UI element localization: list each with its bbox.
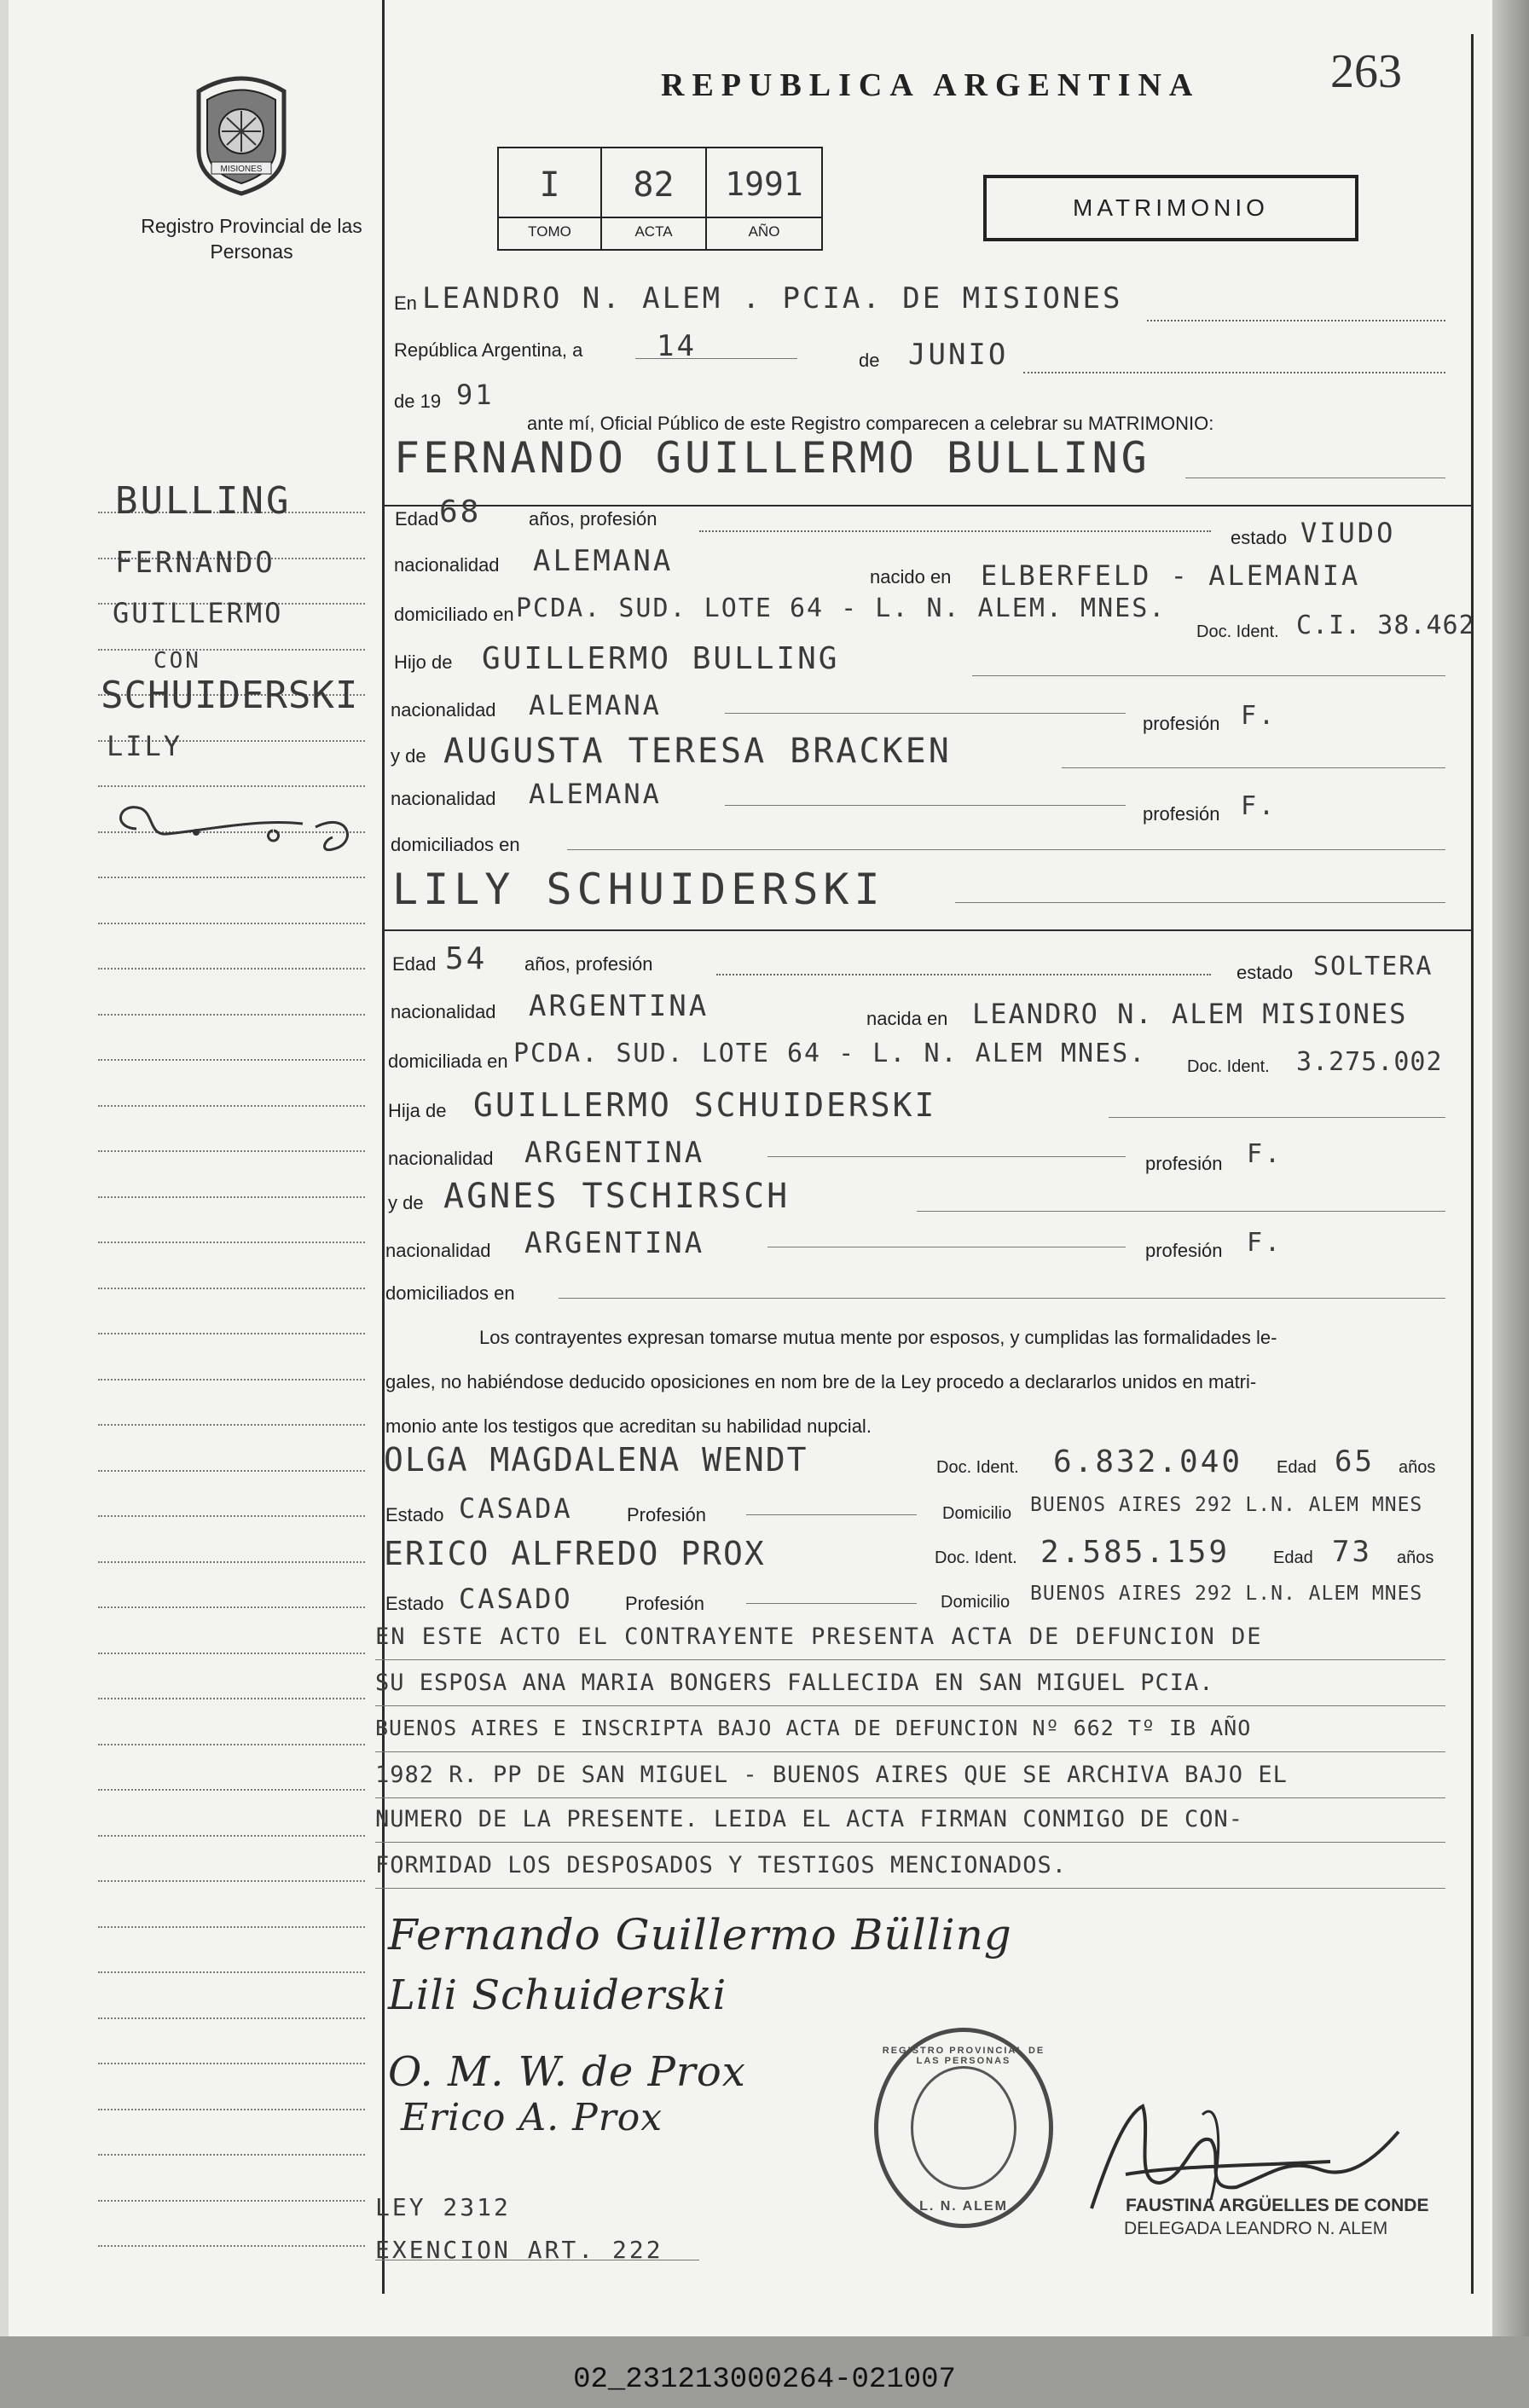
bride-mother-label: y de — [388, 1192, 424, 1213]
signature-witness-1: O. M. W. de Prox — [388, 2048, 746, 2096]
witness-1-domicile: BUENOS AIRES 292 L.N. ALEM MNES — [1030, 1494, 1423, 1516]
margin-index-line — [98, 1515, 365, 1517]
witness-1-edad-label: Edad — [1277, 1458, 1317, 1477]
margin-index-line — [98, 1880, 365, 1882]
signature-witness-2: Erico A. Prox — [401, 2096, 663, 2139]
groom-parents-dom-label: domiciliados en — [391, 834, 520, 855]
groom-dom-label: domiciliado en — [394, 604, 514, 625]
scan-id: 02_231213000264-021007 — [573, 2364, 956, 2396]
witness-2-doc: 2.585.159 — [1040, 1535, 1231, 1570]
bride-mother: AGNES TSCHIRSCH — [443, 1177, 791, 1216]
bride-estado: SOLTERA — [1313, 952, 1433, 981]
bride-dom-label: domiciliada en — [388, 1051, 508, 1072]
bride-mother-nac-label: nacionalidad — [385, 1240, 491, 1261]
note-line-3: BUENOS AIRES E INSCRIPTA BAJO ACTA DE DEFUNCION Nº 662 Tº IB AÑO — [375, 1716, 1252, 1740]
groom-father: GUILLERMO BULLING — [482, 641, 840, 676]
margin-index-line — [98, 1744, 365, 1745]
marriage-place: LEANDRO N. ALEM . PCIA. DE MISIONES — [422, 281, 1123, 315]
bride-doc: 3.275.002 — [1296, 1047, 1443, 1077]
groom-father-prof-label: profesión — [1143, 713, 1220, 734]
official-name: FAUSTINA ARGÜELLES DE CONDE — [1126, 2196, 1429, 2215]
witness-2-domicile: BUENOS AIRES 292 L.N. ALEM MNES — [1030, 1583, 1423, 1605]
margin-index-line — [98, 1379, 365, 1381]
margin-index-line — [98, 785, 365, 787]
witness-1-anos-label: años — [1399, 1458, 1436, 1477]
section-divider — [382, 505, 1471, 506]
signature-bride: Lili Schuiderski — [388, 1971, 727, 2019]
margin-flourish-icon — [102, 793, 362, 861]
margin-index-line — [98, 1971, 365, 1973]
declaration-line-1: Los contrayentes expresan tomarse mutua mente por esposos, y cumplidas las formalidades le- — [479, 1327, 1277, 1348]
bride-mother-prof-label: profesión — [1145, 1240, 1223, 1261]
right-border — [1471, 34, 1474, 2294]
bride-father-nac-label: nacionalidad — [388, 1148, 494, 1169]
groom-nac-label: nacionalidad — [394, 554, 500, 576]
bride-child-label: Hija de — [388, 1100, 447, 1121]
groom-mother-label: y de — [391, 745, 426, 767]
margin-con: CON — [153, 648, 201, 674]
margin-index-line — [98, 2245, 365, 2247]
note-line-4: 1982 R. PP DE SAN MIGUEL - BUENOS AIRES QUE SE ARCHIVA BAJO EL — [375, 1762, 1288, 1788]
margin-index-line — [98, 1926, 365, 1928]
witness-2-estado-label: Estado — [385, 1593, 444, 1614]
reference-box — [497, 147, 823, 251]
stamp-bottom-text: L. N. ALEM — [919, 2199, 1008, 2214]
margin-index-line — [98, 1014, 365, 1016]
svg-text:MISIONES: MISIONES — [220, 165, 263, 174]
groom-mother: AUGUSTA TERESA BRACKEN — [443, 732, 952, 771]
declaration-line-3: monio ante los testigos que acreditan su habilidad nupcial. — [385, 1415, 872, 1437]
margin-index-line — [98, 2109, 365, 2110]
margin-index-line — [98, 1698, 365, 1699]
marriage-month: JUNIO — [908, 338, 1009, 372]
margin-index-line — [98, 1105, 365, 1107]
bride-edad-label: Edad — [392, 953, 437, 975]
margin-index-line — [98, 1059, 365, 1061]
margin-index-line — [98, 1789, 365, 1791]
witness-1-estado: CASADA — [459, 1492, 573, 1525]
marriage-year: 91 — [456, 379, 495, 411]
bride-age: 54 — [445, 941, 488, 976]
bride-nac-label: nacionalidad — [391, 1001, 496, 1022]
bride-father-nationality: ARGENTINA — [524, 1136, 705, 1170]
groom-child-label: Hijo de — [394, 651, 453, 673]
margin-divider — [382, 0, 385, 2294]
margin-index-line — [98, 2017, 365, 2019]
witness-2-dom-label: Domicilio — [941, 1593, 1011, 1612]
groom-mother-nac-label: nacionalidad — [391, 788, 496, 809]
margin-surname: BULLING — [115, 479, 292, 523]
bride-born-label: nacida en — [866, 1008, 948, 1029]
groom-mother-profession: F. — [1241, 791, 1277, 821]
groom-birthplace: ELBERFELD - ALEMANIA — [981, 559, 1361, 592]
bride-father-profession: F. — [1247, 1139, 1283, 1169]
margin-index-line — [98, 1653, 365, 1654]
margin-index-line — [98, 2063, 365, 2064]
groom-born-label: nacido en — [870, 566, 952, 588]
witness-2-doc-label: Doc. Ident. — [935, 1548, 1017, 1567]
bride-estado-label: estado — [1237, 962, 1294, 983]
note-line-2: SU ESPOSA ANA MARIA BONGERS FALLECIDA EN SAN MIGUEL PCIA. — [375, 1670, 1214, 1696]
witness-1-estado-label: Estado — [385, 1504, 444, 1525]
margin-index-line — [98, 1424, 365, 1426]
groom-mother-prof-label: profesión — [1143, 803, 1220, 825]
margin-index-line — [98, 877, 365, 878]
note-line-1: EN ESTE ACTO EL CONTRAYENTE PRESENTA ACTA DE DEFUNCION DE — [375, 1624, 1263, 1650]
bride-father-prof-label: profesión — [1145, 1153, 1223, 1174]
ref-tomo: I TOMO — [499, 148, 602, 249]
bride-mother-nationality: ARGENTINA — [524, 1226, 705, 1260]
margin-index-line — [98, 1606, 365, 1608]
en-label: En — [394, 292, 417, 314]
groom-doc-label: Doc. Ident. — [1196, 622, 1279, 641]
witness-1-doc-label: Doc. Ident. — [936, 1458, 1019, 1477]
groom-mother-nationality: ALEMANA — [529, 778, 662, 810]
country-date-label: República Argentina, a — [394, 339, 583, 361]
margin-name-2: GUILLERMO — [113, 597, 284, 629]
margin-bride-surname: SCHUIDERSKI — [101, 674, 359, 717]
witness-2-age: 73 — [1332, 1535, 1372, 1569]
page-number: 263 — [1330, 45, 1402, 98]
intro-statement: ante mí, Oficial Público de este Registro comparecen a celebrar su MATRIMONIO: — [527, 413, 1214, 434]
margin-index-line — [98, 649, 365, 651]
official-role: DELEGADA LEANDRO N. ALEM — [1124, 2219, 1388, 2238]
bride-doc-label: Doc. Ident. — [1187, 1057, 1270, 1076]
witness-2-edad-label: Edad — [1273, 1548, 1313, 1567]
bride-domicile: PCDA. SUD. LOTE 64 - L. N. ALEM MNES. — [513, 1039, 1147, 1068]
margin-name-1: FERNANDO — [115, 546, 275, 580]
stamp-top-text: REGISTRO PROVINCIAL DE LAS PERSONAS — [882, 2046, 1045, 2066]
section-divider-2 — [382, 929, 1471, 931]
year-prefix: de 19 — [394, 391, 442, 412]
note-line-5: NUMERO DE LA PRESENTE. LEIDA EL ACTA FIRMAN CONMIGO DE CON- — [375, 1806, 1244, 1832]
groom-estado: VIUDO — [1300, 517, 1396, 549]
margin-index-line — [98, 1561, 365, 1563]
marriage-day: 14 — [657, 329, 697, 363]
groom-age: 68 — [439, 495, 482, 530]
ref-ano: 1991 AÑO — [725, 165, 803, 240]
witness-1-name: OLGA MAGDALENA WENDT — [384, 1441, 808, 1479]
margin-index-line — [98, 1196, 365, 1198]
margin-index-line — [98, 923, 365, 924]
ref-acta: 82 ACTA — [602, 148, 707, 249]
margin-index-line — [98, 1470, 365, 1472]
margin-index-line — [98, 2200, 365, 2202]
groom-prof-label: años, profesión — [529, 508, 657, 530]
groom-doc: C.I. 38.462 — [1296, 611, 1475, 640]
margin-index-line — [98, 1835, 365, 1837]
footer-note-ley: LEY 2312 — [375, 2193, 511, 2221]
witness-2-name: ERICO ALFREDO PROX — [384, 1535, 766, 1572]
bride-parents-dom-label: domiciliados en — [385, 1282, 515, 1304]
bride-nationality: ARGENTINA — [529, 989, 709, 1023]
groom-full-name: FERNANDO GUILLERMO BULLING — [394, 433, 1150, 483]
bride-father: GUILLERMO SCHUIDERSKI — [473, 1086, 937, 1124]
witness-1-age: 65 — [1335, 1444, 1375, 1479]
groom-edad-label: Edad — [395, 508, 439, 530]
signature-groom: Fernando Guillermo Bülling — [388, 1910, 1012, 1959]
groom-father-nationality: ALEMANA — [529, 689, 662, 721]
witness-1-doc: 6.832.040 — [1053, 1444, 1243, 1479]
document-type-box: MATRIMONIO — [983, 175, 1358, 241]
de-label: de — [859, 350, 880, 371]
witness-1-prof-label: Profesión — [627, 1504, 706, 1525]
groom-domicile: PCDA. SUD. LOTE 64 - L. N. ALEM. MNES. — [516, 593, 1167, 623]
groom-estado-label: estado — [1231, 527, 1288, 548]
groom-father-nac-label: nacionalidad — [391, 699, 496, 721]
country-title: REPUBLICA ARGENTINA — [661, 67, 1201, 103]
registry-stamp — [874, 2028, 1053, 2228]
bride-prof-label: años, profesión — [524, 953, 653, 975]
margin-index-line — [98, 1288, 365, 1289]
footer-note-exencion: EXENCION ART. 222 — [375, 2236, 663, 2264]
note-line-6: FORMIDAD LOS DESPOSADOS Y TESTIGOS MENCIONADOS. — [375, 1852, 1068, 1878]
witness-2-prof-label: Profesión — [625, 1593, 704, 1614]
witness-1-dom-label: Domicilio — [942, 1504, 1012, 1523]
witness-2-estado: CASADO — [459, 1583, 573, 1615]
bride-mother-profession: F. — [1247, 1228, 1283, 1258]
provincial-emblem-icon — [186, 70, 297, 198]
bride-full-name: LILY SCHUIDERSKI — [392, 865, 885, 914]
margin-index-line — [98, 1242, 365, 1243]
declaration-line-2: gales, no habiéndose deducido oposiciones en nom bre de la Ley procedo a declararlos unidos en matri- — [385, 1371, 1257, 1392]
bride-birthplace: LEANDRO N. ALEM MISIONES — [972, 998, 1408, 1030]
groom-nationality: ALEMANA — [533, 544, 674, 578]
book-edge — [1492, 0, 1529, 2336]
margin-index-line — [98, 1333, 365, 1334]
groom-father-profession: F. — [1241, 701, 1277, 731]
margin-index-line — [98, 968, 365, 970]
witness-2-anos-label: años — [1397, 1548, 1434, 1567]
registry-name: Registro Provincial de las Personas — [141, 215, 362, 263]
margin-index-line — [98, 2154, 365, 2156]
margin-bride-name: LILY — [107, 730, 183, 762]
margin-index-line — [98, 1150, 365, 1152]
